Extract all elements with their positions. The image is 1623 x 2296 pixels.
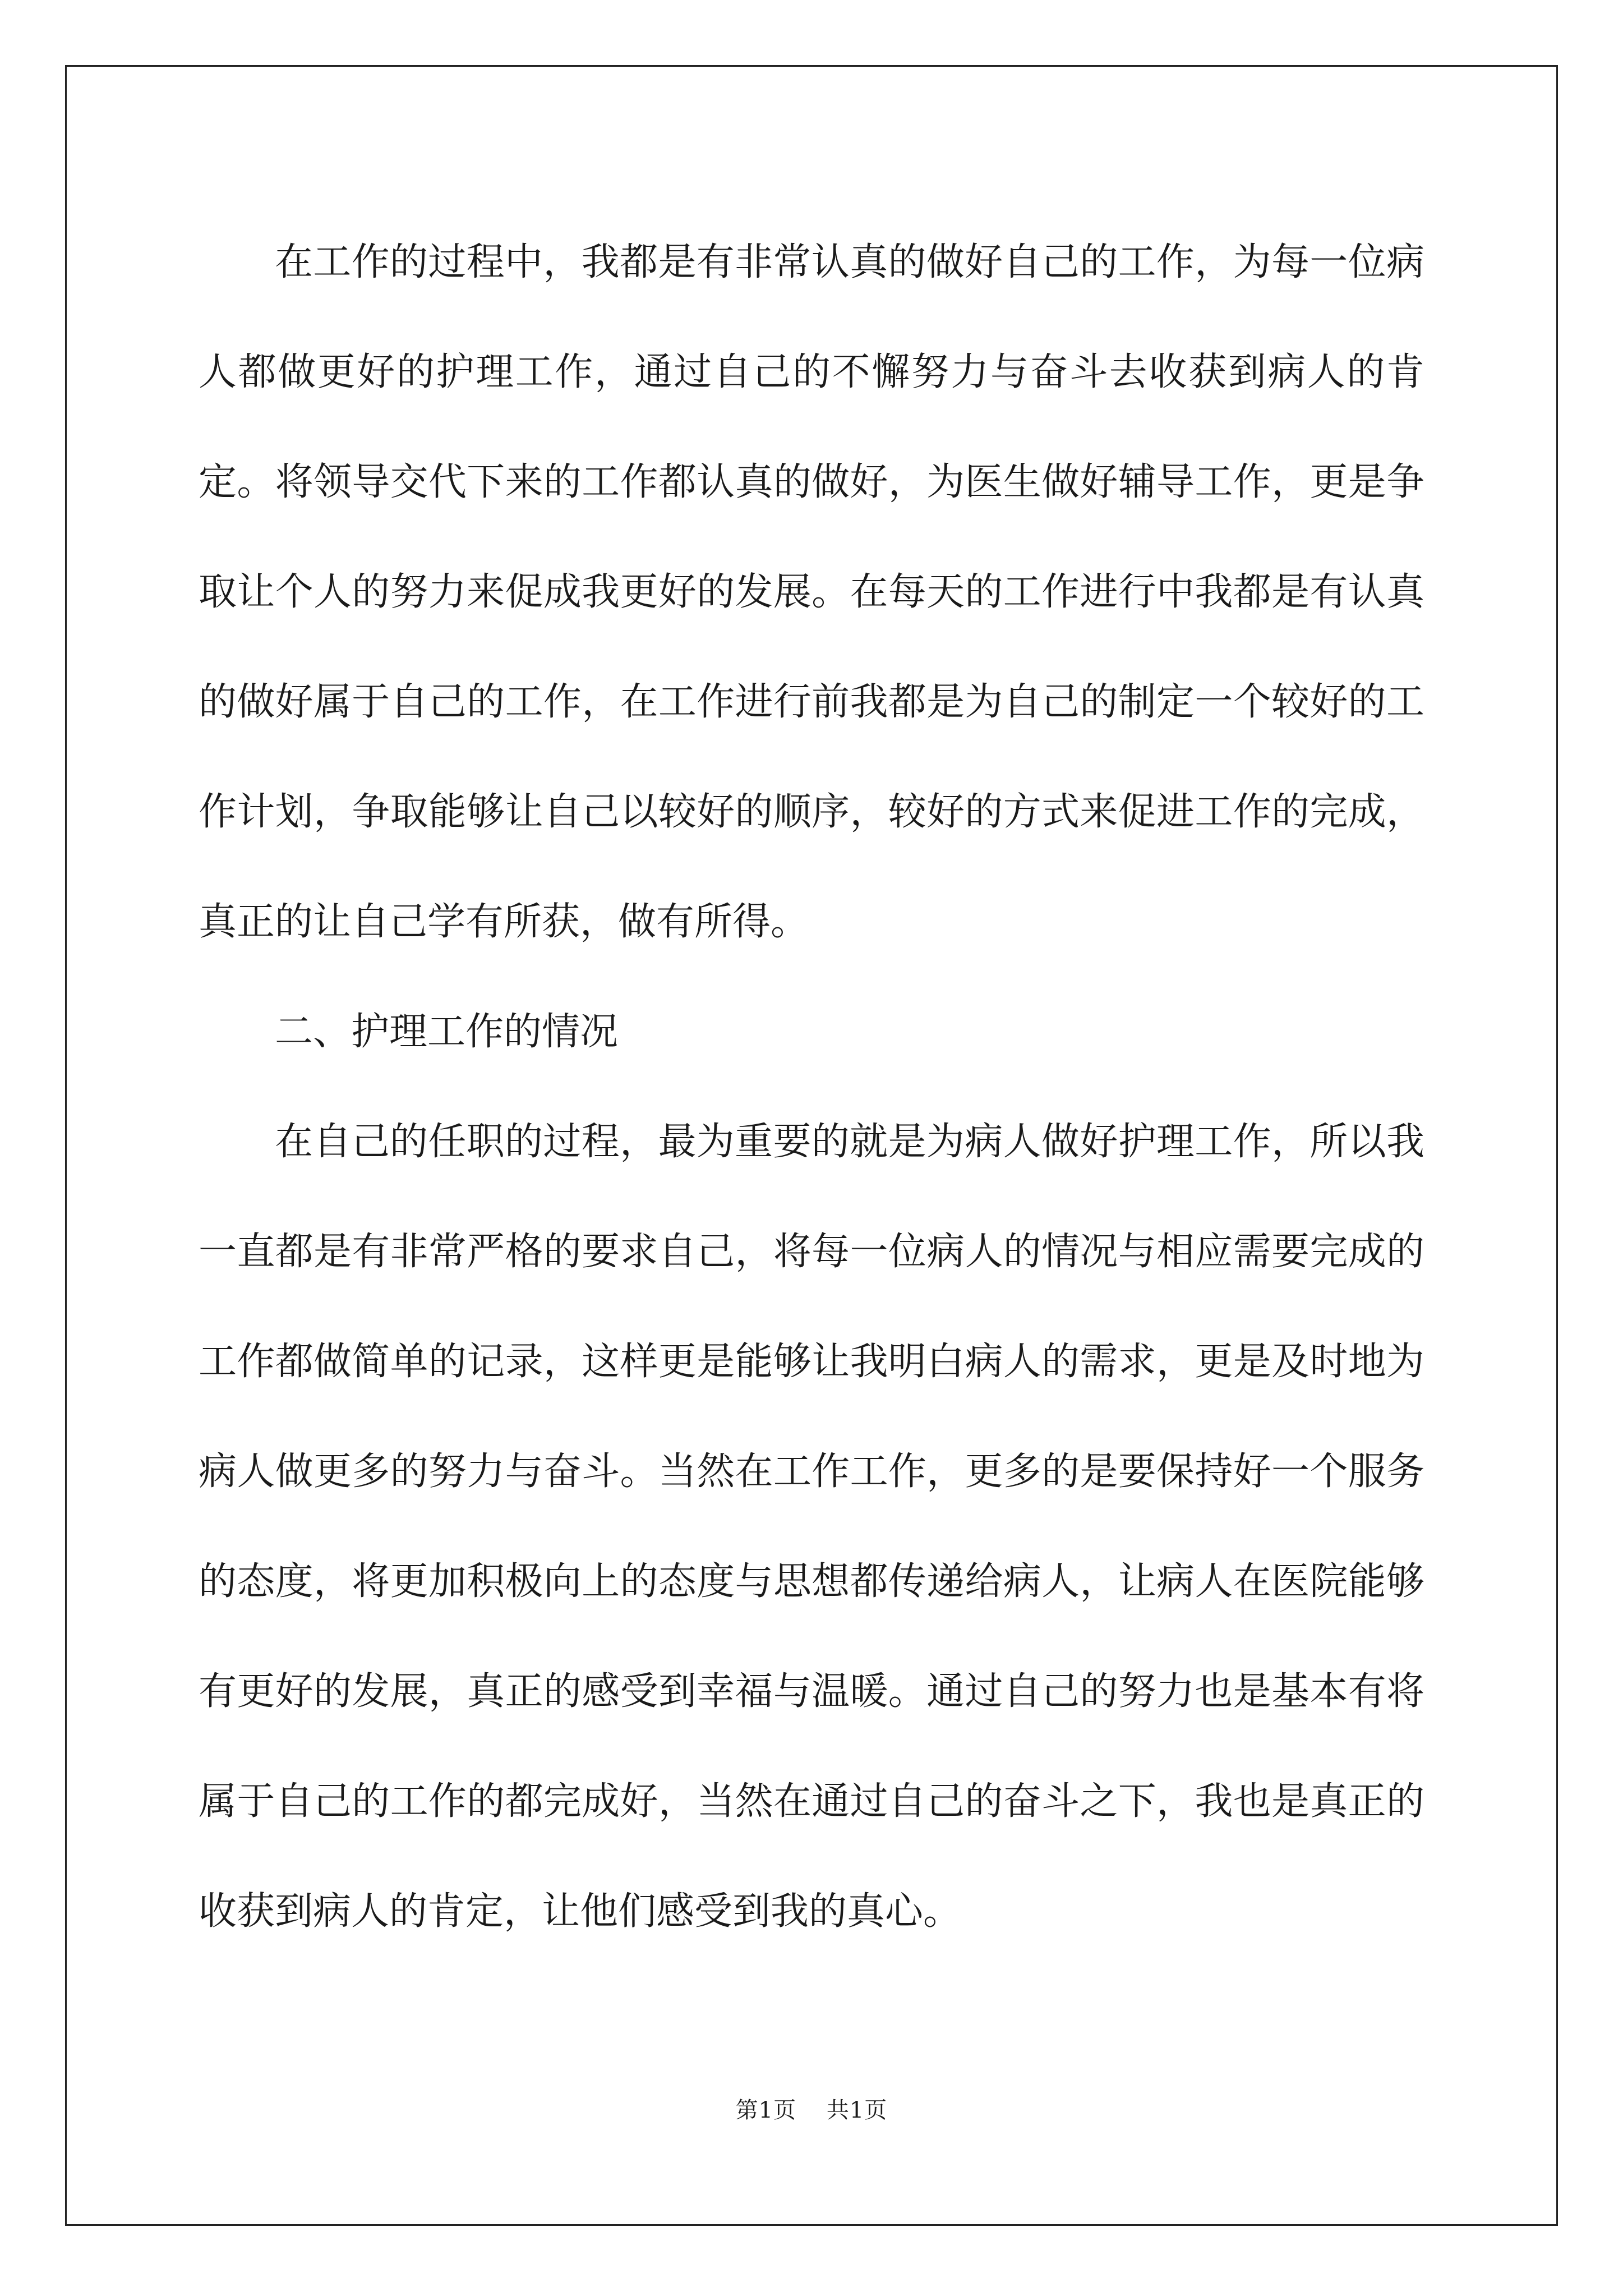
page-number-total: 共1页 [826, 2097, 888, 2123]
page-number-current: 第1页 [735, 2097, 797, 2123]
paragraph-work-process: 在工作的过程中，我都是有非常认真的做好自己的工作，为每一位病人都做更好的护理工作，通过自己的不懈努力与奋斗去收获到病人的肯定。将领导交代下来的工作都认真的做好，为医生做好辅导工作，更是争取让个人的努力来促成我更好的发展。在每天的工作进行中我都是有认真的做好属于自己的工作，在工作进行前我都是为自己的制定一个较好的工作计划，争取能够让自己以较好的顺序，较好的方式来促进工作的完成，真正的让自己学有所获，做有所得。 [199, 240, 1424, 944]
paragraph-nursing-work: 在自己的任职的过程，最为重要的就是为病人做好护理工作，所以我一直都是有非常严格的要求自己，将每一位病人的情况与相应需要完成的工作都做简单的记录，这样更是能够让我明白病人的需求，更是及时地为病人做更多的努力与奋斗。当然在工作工作，更多的是要保持好一个服务的态度，将更加积极向上的态度与思想都传递给病人，让病人在医院能够有更好的发展，真正的感受到幸福与温暖。通过自己的努力也是基本有将属于自己的工作的都完成好，当然在通过自己的奋斗之下，我也是真正的收获到病人的肯定，让他们感受到我的真心。 [199, 1120, 1424, 1934]
page-footer [0, 2092, 1623, 2124]
section-heading-nursing: 二、护理工作的情况 [275, 1010, 619, 1054]
document-body [199, 208, 1424, 1967]
